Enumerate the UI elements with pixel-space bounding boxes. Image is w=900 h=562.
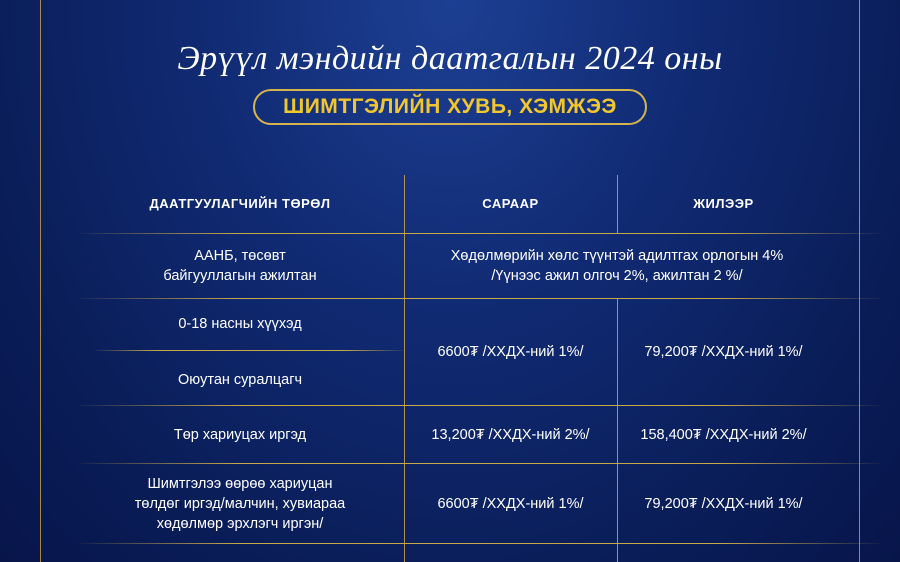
page-subtitle: ШИМТГЭЛИЙН ХУВЬ, ХЭМЖЭЭ [253,89,647,125]
yearly-rate: 79,200₮ /ХХДХ-ний 1%/ [644,496,803,512]
header-monthly: САРААР [482,196,539,211]
rate-text: /Үүнээс ажил олгоч 2%, ажилтан 2 %/ [491,268,743,284]
table-divider [80,463,880,464]
header-insured-type: ДААТГУУЛАГЧИЙН ТӨРӨЛ [149,196,331,211]
table-divider [80,405,880,406]
monthly-rate: 6600₮ /ХХДХ-ний 1%/ [437,344,584,360]
rate-text: Хөдөлмөрийн хөлс түүнтэй адилтгах орлогын 4% [450,248,784,264]
yearly-rate: 79,200₮ /ХХДХ-ний 1%/ [644,344,803,360]
row-type-text: төлдөг иргэд/малчин, хувиараа [134,496,346,512]
row-type-text: хөдөлмөр эрхлэгч иргэн/ [156,516,324,532]
row-type-text: 0-18 насны хүүхэд [178,316,302,332]
row-type-text: байгууллагын ажилтан [163,268,317,284]
page-title: Эрүүл мэндийн даатгалын 2024 оны [177,40,723,77]
row-type-text: Оюутан суралцагч [177,372,303,388]
table-divider [80,233,880,234]
frame-border-left [40,0,41,562]
monthly-rate: 6600₮ /ХХДХ-ний 1%/ [437,496,584,512]
row-type-cell [90,244,390,288]
header-yearly: ЖИЛЭЭР [693,196,754,211]
frame-border-right [859,0,860,562]
row-type-cell [90,473,390,535]
table-divider [80,543,880,544]
table-divider [80,298,880,299]
yearly-rate: 158,400₮ /ХХДХ-ний 2%/ [640,427,807,443]
row-type-text: ААНБ, төсөвт [194,248,286,264]
table-divider [95,350,405,351]
monthly-rate: 13,200₮ /ХХДХ-ний 2%/ [431,427,590,443]
row-type-text: Төр хариуцах иргэд [173,427,307,443]
row-type-text: Шимтгэлээ өөрөө хариуцан [147,476,333,492]
merged-rate-cell [404,244,830,288]
